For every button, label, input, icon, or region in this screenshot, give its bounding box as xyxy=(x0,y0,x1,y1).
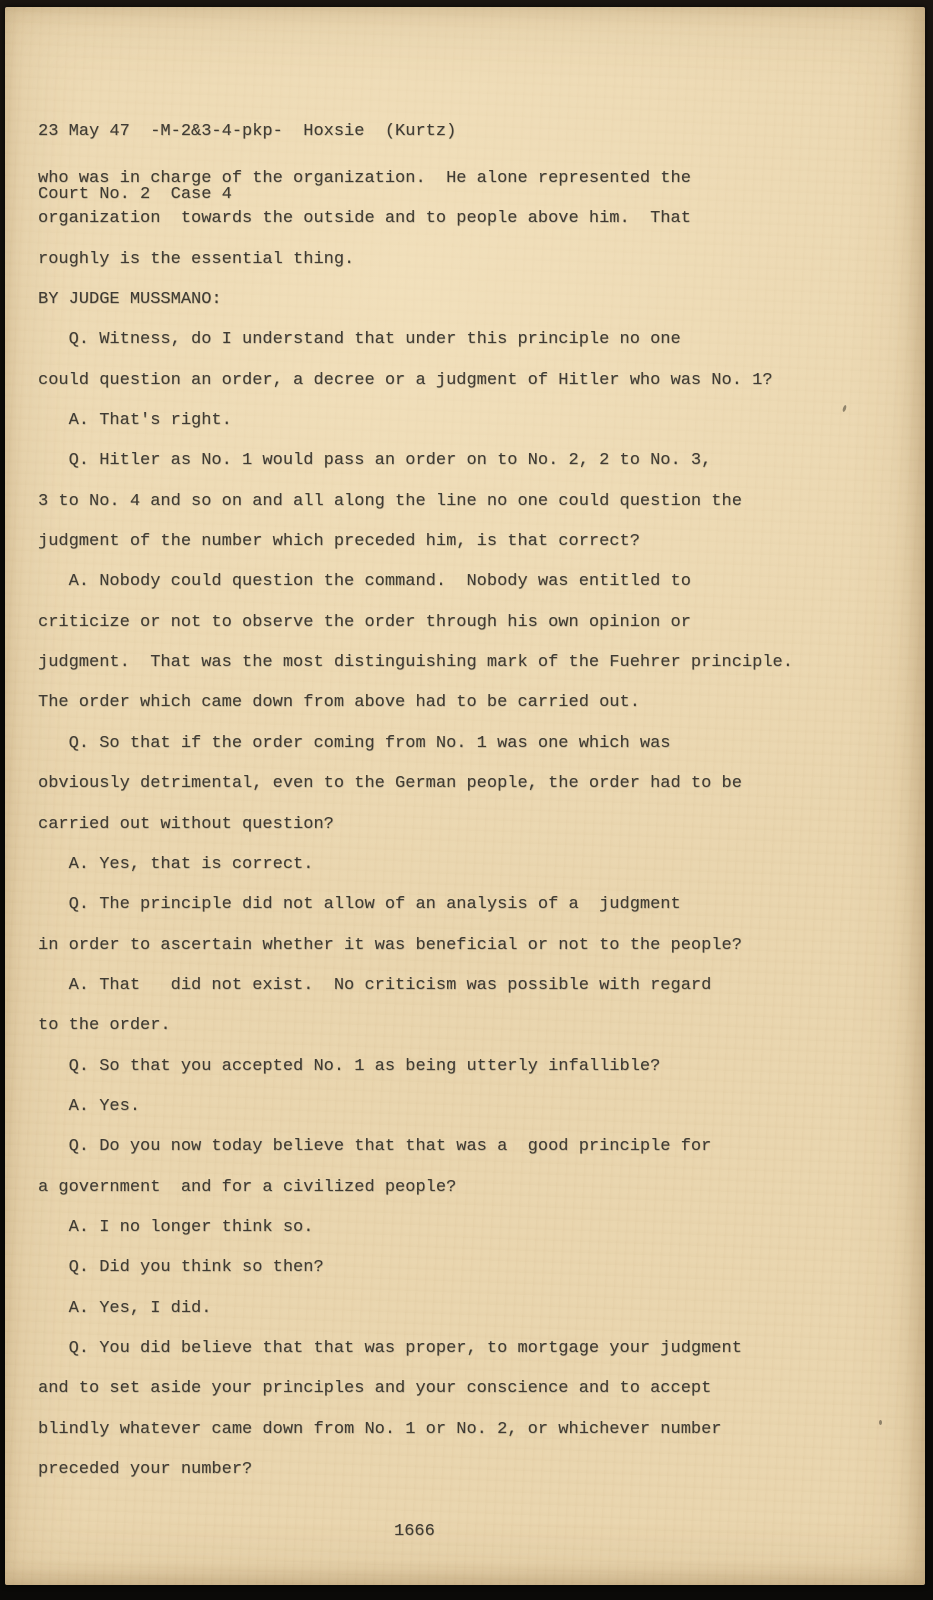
transcript-line: criticize or not to observe the order through his own opinion or xyxy=(38,612,691,632)
transcript-line: judgment of the number which preceded him, is that correct? xyxy=(38,532,640,552)
transcript-line: organization towards the outside and to people above him. That xyxy=(38,209,691,229)
transcript-line: A. That's right. xyxy=(38,411,232,431)
transcript-line: A. Yes, that is correct. xyxy=(38,854,314,874)
transcript-line: A. Yes. xyxy=(38,1096,141,1116)
transcript-line: could question an order, a decree or a judgment of Hitler who was No. 1? xyxy=(38,370,773,390)
transcript-line: Q. So that you accepted No. 1 as being utterly infallible? xyxy=(38,1056,661,1076)
header-dateline: 23 May 47 -M-2&3-4-pkp- Hoxsie (Kurtz) xyxy=(38,122,457,141)
transcript-line: in order to ascertain whether it was beneficial or not to the people? xyxy=(38,935,742,955)
scan-speck xyxy=(842,405,847,413)
transcript-line: carried out without question? xyxy=(38,814,334,834)
transcript-line: obviously detrimental, even to the German people, the order had to be xyxy=(38,774,742,794)
transcript-line: judgment. That was the most distinguishing mark of the Fuehrer principle. xyxy=(38,653,793,673)
transcript-line: and to set aside your principles and your conscience and to accept xyxy=(38,1379,712,1399)
transcript-line: The order which came down from above had to be carried out. xyxy=(38,693,640,713)
transcript-line: a government and for a civilized people? xyxy=(38,1177,457,1197)
transcript-line: 3 to No. 4 and so on and all along the line no one could question the xyxy=(38,491,742,511)
transcript-line: A. I no longer think so. xyxy=(38,1217,314,1237)
transcript-line: blindly whatever came down from No. 1 or No. 2, or whichever number xyxy=(38,1419,722,1439)
transcript-line: Q. Witness, do I understand that under this principle no one xyxy=(38,330,681,350)
transcript-line: A. That did not exist. No criticism was possible with regard xyxy=(38,975,712,995)
transcript-body xyxy=(38,159,793,1490)
transcript-line: Q. Do you now today believe that that was a good principle for xyxy=(38,1137,712,1157)
header-court-case: Court No. 2 Case 4 xyxy=(38,185,232,204)
transcript-line: A. Nobody could question the command. Nobody was entitled to xyxy=(38,572,691,592)
transcript-line: roughly is the essential thing. xyxy=(38,249,355,269)
transcript-line: A. Yes, I did. xyxy=(38,1298,212,1318)
transcript-line: who was in charge of the organization. He alone represented the xyxy=(38,169,691,188)
page-number: 1666 xyxy=(394,1522,435,1541)
transcript-line: BY JUDGE MUSSMANO: xyxy=(38,290,222,310)
transcript-line: Q. So that if the order coming from No. 1 was one which was xyxy=(38,733,671,753)
document-page xyxy=(5,7,925,1585)
transcript-line: Q. Hitler as No. 1 would pass an order on to No. 2, 2 to No. 3, xyxy=(38,451,712,471)
transcript-line: preceded your number? xyxy=(38,1460,253,1479)
transcript-line: Q. Did you think so then? xyxy=(38,1258,324,1278)
transcript-line: Q. The principle did not allow of an analysis of a judgment xyxy=(38,895,681,915)
scan-speck xyxy=(879,1420,882,1425)
transcript-line: Q. You did believe that that was proper, to mortgage your judgment xyxy=(38,1338,742,1358)
transcript-line: to the order. xyxy=(38,1016,171,1036)
